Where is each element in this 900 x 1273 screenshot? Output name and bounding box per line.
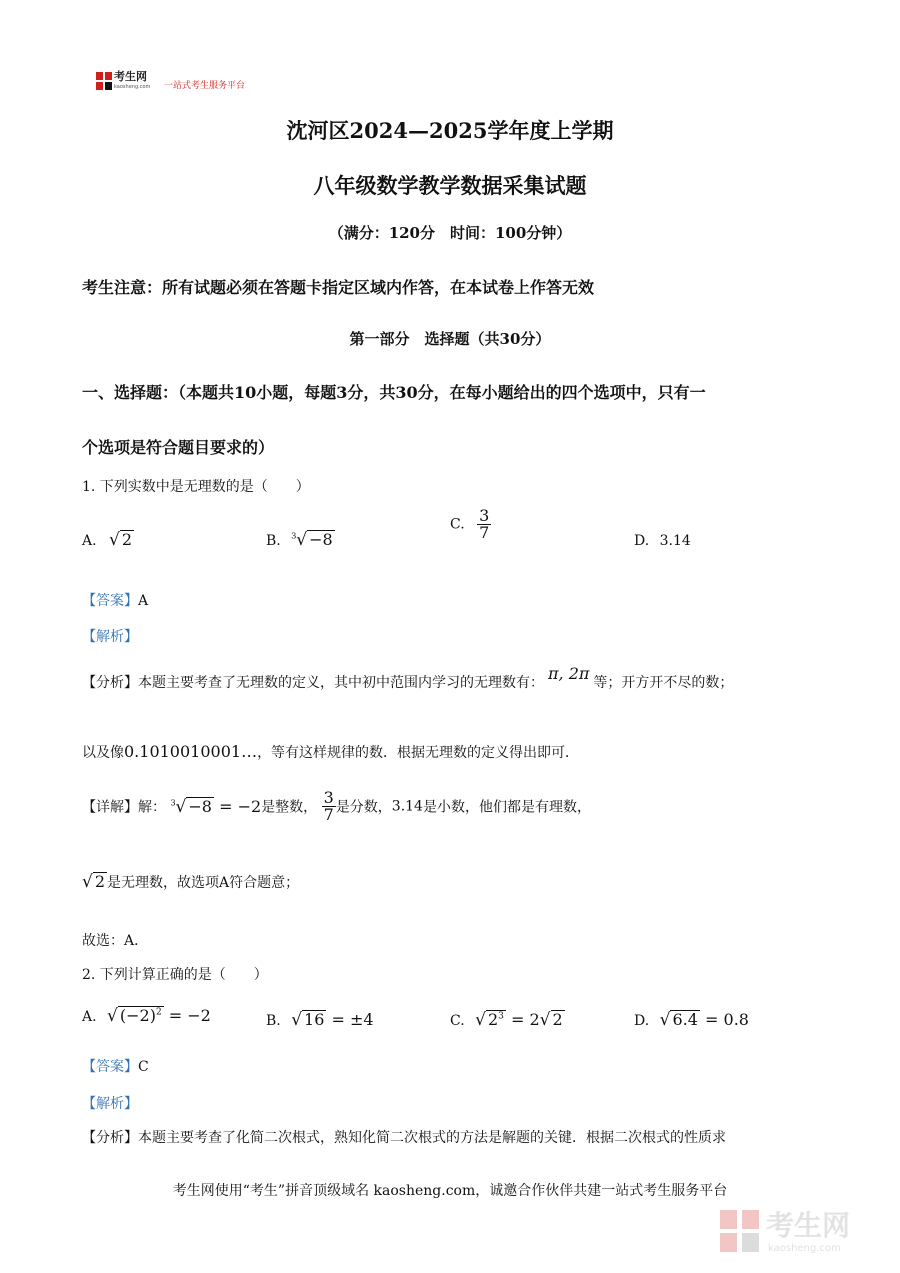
q1-option-b: B. $^3$√ −8: [266, 530, 333, 550]
footer-text: 考生网使用“考生”拼音顶级域名 kaosheng.com，诚邀合作伙伴共建一站式考生服务平台: [172, 1183, 728, 1199]
q1-option-d-label: D.: [634, 533, 650, 549]
q1-option-c-label: C.: [450, 516, 465, 533]
q1-line2-text: ，等有这样规律的数．根据无理数的定义得出即可．: [257, 745, 580, 761]
q2-answer-value: C: [138, 1059, 149, 1075]
q2-analysis-tag: 【解析】: [82, 1096, 138, 1112]
q1-decimal: 3.14: [391, 798, 423, 815]
q2-option-a-exponent: 2: [155, 1007, 162, 1018]
logo-domain: kaosheng.com: [114, 84, 151, 90]
q1-option-c-denominator: 7: [479, 523, 490, 542]
title-line-2: 八年级数学教学数据采集试题: [313, 173, 587, 198]
q2-stem: 2. 下列计算正确的是（ ）: [82, 967, 268, 983]
q1-option-a: A. √ 2: [82, 530, 133, 550]
part-title: 第一部分 选择题（共30分）: [349, 330, 551, 348]
logo-slogan: 一站式考生服务平台: [164, 81, 246, 91]
q2-option-c-sqrt: 2: [552, 1010, 563, 1029]
q2-option-b-inner: 16: [304, 1010, 325, 1029]
q1-xiangjie-tag: 【详解】: [82, 799, 138, 816]
q1-cbrt-result: = −2: [219, 796, 262, 816]
q2-option-c-inner: 2: [487, 1010, 499, 1029]
q1-xiangjie-text-2: 是分数，: [335, 799, 392, 816]
section-instruction-line-1: 一、选择题：（本题共10小题，每题3分，共30分，在每小题给出的四个选项中，只有一: [82, 383, 706, 402]
q1-xiangjie-line-2: √ 2 是无理数，故选项A符合题意；: [82, 872, 300, 892]
q2-option-b: B. √ 16 = ±4: [266, 1010, 374, 1030]
q2-option-d: D. √ 6.4 = 0.8: [634, 1010, 749, 1030]
q1-option-b-label: B.: [266, 533, 281, 549]
q1-frac-numerator: 3: [323, 788, 334, 807]
q1-option-d: [634, 533, 691, 549]
q1-option-b-index: 3: [291, 531, 297, 541]
q2-option-d-inner: 6.4: [672, 1010, 698, 1029]
q2-answer: [82, 1056, 149, 1076]
q2-fenxi-text: 本题主要考查了化简二次根式，熟知化简二次根式的方法是解题的关键．根据二次根式的性质求: [138, 1130, 726, 1146]
q2-option-c-exponent: 3: [498, 1011, 504, 1022]
q1-fenxi-tag: 【分析】: [82, 675, 138, 691]
q1-option-d-value: 3.14: [659, 533, 691, 549]
q1-line4-letter: A: [219, 875, 230, 891]
q2-option-a-inner: (−2): [119, 1006, 156, 1025]
q1-xiangjie-text-3: 是小数，他们都是有理数，: [422, 799, 591, 816]
q1-option-b-value: −8: [309, 530, 333, 549]
q1-line2-prefix: 以及像: [82, 745, 124, 761]
exam-notice: 考生注意：所有试题必须在答题卡指定区域内作答，在本试卷上作答无效: [82, 278, 595, 297]
q1-fenxi-line-2: [82, 742, 579, 762]
q2-fenxi-tag: 【分析】: [82, 1130, 138, 1146]
q1-option-a-value: 2: [121, 530, 133, 549]
q1-analysis-tag: 【解析】: [82, 629, 138, 645]
q1-xiangjie-text-1: 是整数，: [261, 799, 318, 816]
q1-answer-tag: 【答案】: [82, 593, 138, 609]
q1-option-c-numerator: 3: [479, 506, 490, 525]
q1-line4-text-a: 是无理数，故选项: [107, 875, 220, 891]
q2-option-b-result: = ±4: [331, 1010, 374, 1029]
watermark-name: 考生网: [766, 1209, 851, 1242]
title-line-1: 沈河区2024—2025学年度上学期: [286, 118, 614, 143]
q1-option-c: [450, 508, 491, 541]
q1-fenxi-tail: 等；开方开不尽的数；: [593, 675, 734, 691]
q2-option-a: A. √ $(-2)^2 = -2$: [82, 1006, 211, 1026]
q2-option-c-label: C.: [450, 1013, 465, 1029]
q1-pi-expression: π, 2π: [548, 664, 590, 683]
q1-line4-text-b: 符合题意；: [229, 875, 300, 891]
q2-option-a-result: = −2: [168, 1006, 211, 1025]
q1-answer-value: A: [138, 593, 149, 609]
q1-fenxi-text: 本题主要考查了无理数的定义，其中初中范围内学习的无理数有：: [138, 675, 544, 691]
q1-xiangjie-prefix: 解：: [138, 799, 166, 816]
q1-option-a-label: A.: [82, 533, 97, 549]
q2-option-c-equals: = 2: [510, 1010, 540, 1029]
q1-line2-number: 0.1010010001…: [124, 742, 258, 761]
q1-sqrt2-value: 2: [94, 872, 106, 891]
q1-cbrt-expression: −8: [188, 796, 212, 816]
q1-frac-denominator: 7: [323, 805, 334, 824]
q2-fenxi: [82, 1127, 726, 1147]
q1-cbrt-index: 3: [170, 798, 176, 808]
q2-option-b-label: B.: [266, 1013, 281, 1029]
q1-fenxi: [82, 664, 734, 692]
exam-info: （满分：120分 时间：100分钟）: [328, 224, 572, 242]
kaosheng-logo-icon: [96, 72, 112, 90]
q2-option-c: C. √ $2^3 = 2√$ 2: [450, 1010, 563, 1030]
q1-xiangjie: 【详解】解： $^3$√ −8 = −2是整数， $\frac{3}{7}$ 是分数，3.14是小数，他们都是有理数，: [82, 788, 591, 824]
section-instruction-line-2: 个选项是符合题目要求的）: [82, 438, 275, 457]
q1-answer: [82, 590, 148, 610]
q2-option-a-label: A.: [82, 1009, 97, 1025]
watermark-logo-icon: [720, 1210, 760, 1252]
logo-name: 考生网: [114, 70, 147, 83]
q1-conclusion: 故选：A．: [82, 933, 149, 949]
q2-answer-tag: 【答案】: [82, 1059, 138, 1075]
watermark-domain: kaosheng.com: [768, 1243, 841, 1254]
q1-stem: 1. 下列实数中是无理数的是（ ）: [82, 479, 310, 495]
kaosheng-watermark: [720, 1210, 880, 1256]
q2-option-d-label: D.: [634, 1013, 650, 1029]
q2-option-d-result: = 0.8: [705, 1010, 749, 1029]
